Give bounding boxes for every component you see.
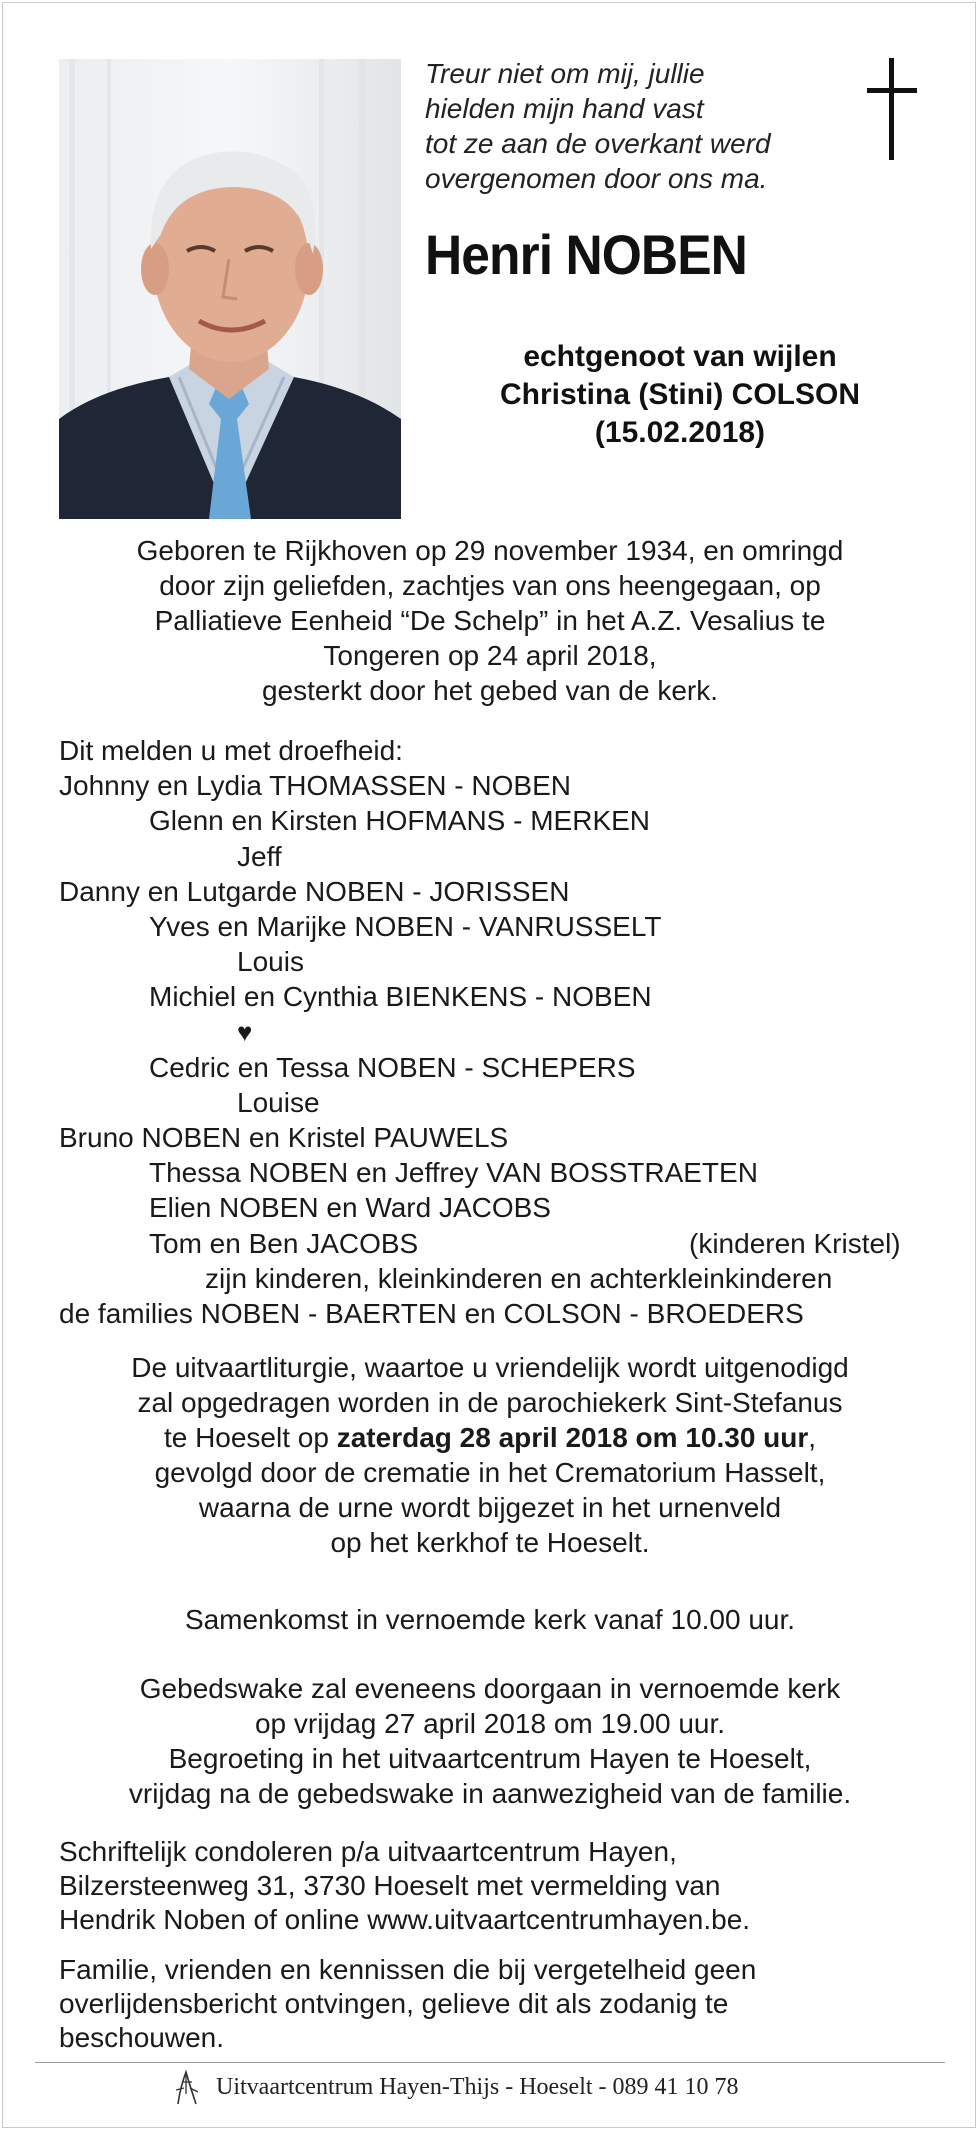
family-row: Louis bbox=[237, 946, 304, 978]
text-line: Schriftelijk condoleren p/a uitvaartcentrum Hayen, bbox=[59, 1836, 677, 1867]
deceased-name: Henri NOBEN bbox=[425, 223, 747, 286]
text-line: door zijn geliefden, zachtjes van ons heengegaan, op bbox=[159, 570, 821, 601]
spouse-name: Christina (Stini) COLSON bbox=[500, 378, 860, 411]
text-line: Hendrik Noben of online www.uitvaartcentrumhayen.be. bbox=[59, 1904, 751, 1935]
prayer-wake-paragraph bbox=[40, 1671, 940, 1811]
family-row: Cedric en Tessa NOBEN - SCHEPERS bbox=[149, 1051, 636, 1083]
text-line: zal opgedragen worden in de parochiekerk Sint-Stefanus bbox=[137, 1387, 843, 1418]
poem-line: tot ze aan de overkant werd bbox=[425, 128, 771, 159]
family-list bbox=[59, 733, 939, 1331]
family-row: Glenn en Kirsten HOFMANS - MERKEN bbox=[149, 805, 651, 837]
text-line: Bilzersteenweg 31, 3730 Hoeselt met vermelding van bbox=[59, 1870, 721, 1901]
poem bbox=[425, 56, 825, 196]
spouse-date: (15.02.2018) bbox=[594, 416, 766, 449]
text-line: beschouwen. bbox=[59, 2022, 225, 2053]
text-line bbox=[40, 1420, 940, 1455]
family-row: Michiel en Cynthia BIENKENS - NOBEN bbox=[149, 981, 652, 1013]
family-intro: Dit melden u met droefheid: bbox=[59, 735, 403, 766]
text-line: Palliatieve Eenheid “De Schelp” in het A.Z. Vesalius te bbox=[154, 605, 826, 636]
family-row: Yves en Marijke NOBEN - VANRUSSELT bbox=[149, 910, 662, 942]
family-row: Jeff bbox=[237, 840, 282, 872]
text-line: waarna de urne wordt bijgezet in het urnenveld bbox=[198, 1492, 782, 1523]
text-line: gesterkt door het gebed van de kerk. bbox=[261, 675, 719, 706]
funeral-home-logo-icon bbox=[170, 2068, 202, 2106]
footer-text: Uitvaartcentrum Hayen-Thijs - Hoeselt - 089 41 10 78 bbox=[216, 2073, 739, 2100]
poem-line: hielden mijn hand vast bbox=[425, 93, 704, 124]
footer bbox=[170, 2067, 739, 2107]
meeting-info: Samenkomst in vernoemde kerk vanaf 10.00 uur. bbox=[184, 1604, 796, 1635]
family-row: zijn kinderen, kleinkinderen en achterkleinkinderen bbox=[205, 1262, 833, 1294]
heart-icon: ♥ bbox=[237, 1016, 253, 1047]
portrait-photo bbox=[59, 59, 401, 519]
spouse-info bbox=[440, 338, 920, 452]
family-row: de families NOBEN - BAERTEN en COLSON - BROEDERS bbox=[59, 1298, 804, 1329]
birth-death-paragraph bbox=[40, 533, 940, 708]
punctuation: , bbox=[808, 1422, 817, 1453]
poem-line: Treur niet om mij, jullie bbox=[425, 58, 705, 89]
condolences-paragraph bbox=[59, 1835, 939, 1937]
cross-icon bbox=[862, 58, 922, 160]
family-row bbox=[59, 1226, 939, 1261]
footer-divider bbox=[35, 2062, 945, 2063]
family-row-name: Tom en Ben JACOBS bbox=[149, 1227, 419, 1259]
family-row: Danny en Lutgarde NOBEN - JORISSEN bbox=[59, 875, 570, 907]
family-row: Thessa NOBEN en Jeffrey VAN BOSSTRAETEN bbox=[149, 1157, 758, 1189]
family-row: Louise bbox=[237, 1086, 320, 1118]
text-line: op vrijdag 27 april 2018 om 19.00 uur. bbox=[254, 1708, 726, 1739]
text-line: Familie, vrienden en kennissen die bij vergetelheid geen bbox=[59, 1954, 757, 1985]
poem-line: overgenomen door ons ma. bbox=[425, 163, 768, 194]
notice-paragraph bbox=[59, 1953, 939, 2055]
text-line: vrijdag na de gebedswake in aanwezigheid van de familie. bbox=[128, 1778, 852, 1809]
text-line: gevolgd door de crematie in het Crematorium Hasselt, bbox=[154, 1457, 826, 1488]
funeral-service-paragraph bbox=[40, 1350, 940, 1560]
family-row: Elien NOBEN en Ward JACOBS bbox=[149, 1192, 551, 1224]
text-line: op het kerkhof te Hoeselt. bbox=[330, 1527, 650, 1558]
family-row: Johnny en Lydia THOMASSEN - NOBEN bbox=[59, 770, 571, 802]
text-line: Geboren te Rijkhoven op 29 november 1934, en omringd bbox=[136, 535, 844, 566]
text-line: De uitvaartliturgie, waartoe u vriendelijk wordt uitgenodigd bbox=[131, 1352, 849, 1383]
text-line: Gebedswake zal eveneens doorgaan in vernoemde kerk bbox=[139, 1673, 841, 1704]
family-row: Bruno NOBEN en Kristel PAUWELS bbox=[59, 1122, 509, 1154]
service-datetime: zaterdag 28 april 2018 om 10.30 uur bbox=[336, 1422, 809, 1453]
family-row-note: (kinderen Kristel) bbox=[689, 1227, 901, 1259]
text-line: Begroeting in het uitvaartcentrum Hayen te Hoeselt, bbox=[168, 1743, 812, 1774]
spouse-line: echtgenoot van wijlen bbox=[523, 340, 837, 373]
text-line: overlijdensbericht ontvingen, gelieve dit als zodanig te bbox=[59, 1988, 729, 2019]
service-location: te Hoeselt op bbox=[163, 1422, 337, 1453]
text-line: Tongeren op 24 april 2018, bbox=[323, 640, 657, 671]
